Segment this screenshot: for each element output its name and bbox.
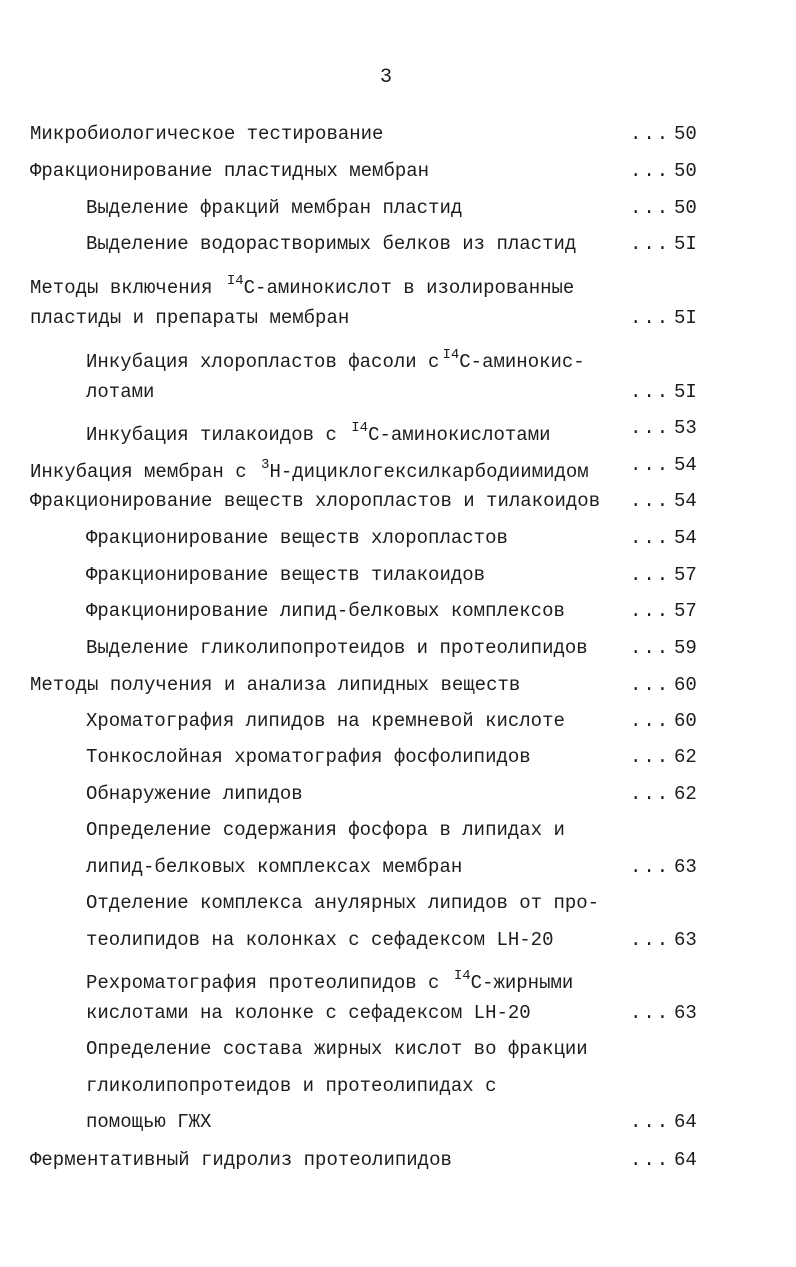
superscript-isotope: I4 [442, 347, 460, 363]
toc-entry [86, 818, 565, 842]
toc-entry [86, 1110, 211, 1134]
toc-leader: ... [630, 856, 671, 878]
toc-entry-title: Фракционирование веществ хлоропластов и тилакоидов [30, 490, 601, 512]
toc-entry [86, 232, 576, 256]
toc-leader: ... [630, 929, 671, 951]
toc-leader: ... [630, 1002, 671, 1024]
toc-entry-title: Обнаружение липидов [86, 783, 303, 805]
toc-entry-title: Отделение комплекса анулярных липидов от про- [86, 892, 600, 914]
toc-page-number: 62 [674, 783, 697, 805]
toc-page-number: 63 [674, 856, 697, 878]
toc-page-number: 63 [674, 929, 697, 951]
toc-entry-title: Инкубация мембран с [30, 461, 259, 483]
toc-entry-title-cont: С-аминокислотами [368, 424, 551, 446]
toc-entry-title: Инкубация хлоропластов фасоли с [86, 351, 440, 373]
toc-entry-title: Методы включения [30, 277, 224, 299]
superscript-isotope: I4 [351, 420, 369, 436]
toc-entry-title: Методы получения и анализа липидных веществ [30, 674, 521, 696]
toc-entry-title: Выделение водорастворимых белков из пластид [86, 233, 577, 255]
toc-page-number: 60 [674, 710, 697, 732]
toc-page-number: 5I [674, 381, 697, 403]
toc-leader: ... [630, 527, 671, 549]
toc-leader: ... [630, 381, 671, 403]
toc-leader: ... [630, 674, 671, 696]
toc-page-number: 60 [674, 674, 697, 696]
toc-entry-title: помощью ГЖХ [86, 1111, 212, 1133]
toc-entry-title: Хроматография липидов на кремневой кислоте [86, 710, 565, 732]
toc-entry [86, 928, 553, 952]
toc-leader: ... [630, 233, 671, 255]
toc-entry [86, 855, 462, 879]
toc-entry-title-cont: С-жирными [470, 972, 574, 994]
toc-page-number: 50 [674, 123, 697, 145]
toc-entry [86, 1001, 531, 1025]
toc-entry-title-cont: С-аминокислот в изолированные [243, 277, 575, 299]
toc-page-number: 54 [674, 454, 697, 476]
toc-entry [86, 636, 588, 660]
toc-page-number: 5I [674, 233, 697, 255]
toc-entry-title: Тонкослойная хроматография фосфолипидов [86, 746, 531, 768]
toc-leader: ... [630, 710, 671, 732]
toc-leader: ... [630, 600, 671, 622]
toc-entry [86, 1037, 588, 1061]
toc-entry [86, 526, 508, 550]
toc-leader: ... [630, 637, 671, 659]
toc-entry-title: Фракционирование веществ тилакоидов [86, 564, 486, 586]
superscript-isotope: 3 [261, 457, 270, 473]
toc-entry [86, 416, 551, 447]
toc-entry-title-cont: С-аминокис- [459, 351, 585, 373]
toc-entry [86, 563, 485, 587]
toc-entry [30, 489, 600, 513]
toc-entry-title: Определение содержания фосфора в липидах и [86, 819, 565, 841]
toc-leader: ... [630, 746, 671, 768]
toc-page-number: 64 [674, 1149, 697, 1171]
toc-page-number: 50 [674, 197, 697, 219]
toc-leader: ... [630, 490, 671, 512]
page-number: 3 [380, 66, 393, 89]
toc-entry [86, 1074, 496, 1098]
toc-entry-title: Выделение фракций мембран пластид [86, 197, 463, 219]
toc-page-number: 59 [674, 637, 697, 659]
toc-entry [86, 343, 585, 374]
toc-leader: ... [630, 1111, 671, 1133]
toc-page-number: 50 [674, 160, 697, 182]
toc-leader: ... [630, 564, 671, 586]
toc-entry-title: теолипидов на колонках с сефадексом LH-20 [86, 929, 554, 951]
toc-entry [86, 782, 303, 806]
toc-page-number: 53 [674, 417, 697, 439]
toc-page-number: 5I [674, 307, 697, 329]
toc-entry-title: Выделение гликолипопротеидов и протеолипидов [86, 637, 588, 659]
toc-entry [30, 1148, 452, 1172]
toc-entry [30, 453, 589, 484]
toc-entry [86, 599, 565, 623]
toc-entry [86, 196, 462, 220]
toc-entry-title: Ферментативный гидролиз протеолипидов [30, 1149, 452, 1171]
toc-entry [30, 673, 520, 697]
toc-entry-title: Рехроматография протеолипидов с [86, 972, 451, 994]
toc-entry [86, 380, 154, 404]
toc-page-number: 64 [674, 1111, 697, 1133]
toc-entry-title: кислотами на колонке с сефадексом LH-20 [86, 1002, 531, 1024]
toc-entry-title: Фракционирование веществ хлоропластов [86, 527, 508, 549]
toc-entry-title-cont: Н-дициклогексилкарбодиимидом [269, 461, 589, 483]
toc-entry-title: гликолипопротеидов и протеолипидах с [86, 1075, 497, 1097]
toc-entry [86, 964, 573, 995]
superscript-isotope: I4 [453, 968, 471, 984]
toc-entry-title: Микробиологическое тестирование [30, 123, 384, 145]
toc-entry [30, 122, 383, 146]
toc-leader: ... [630, 417, 671, 439]
toc-entry-title: лотами [86, 381, 155, 403]
toc-page-number: 57 [674, 600, 697, 622]
superscript-isotope: I4 [226, 273, 244, 289]
toc-leader: ... [630, 783, 671, 805]
toc-leader: ... [630, 197, 671, 219]
toc-leader: ... [630, 123, 671, 145]
toc-entry [30, 159, 429, 183]
toc-entry [86, 709, 565, 733]
toc-leader: ... [630, 160, 671, 182]
toc-entry-title: Фракционирование липид-белковых комплексов [86, 600, 565, 622]
toc-entry [30, 306, 349, 330]
toc-page-number: 54 [674, 490, 697, 512]
toc-page-number: 57 [674, 564, 697, 586]
toc-entry [86, 745, 531, 769]
toc-page-number: 63 [674, 1002, 697, 1024]
toc-entry-title: Фракционирование пластидных мембран [30, 160, 430, 182]
toc-entry [30, 269, 574, 300]
toc-entry-title: пластиды и препараты мембран [30, 307, 350, 329]
toc-page-number: 62 [674, 746, 697, 768]
toc-leader: ... [630, 454, 671, 476]
toc-leader: ... [630, 1149, 671, 1171]
toc-entry-title: Определение состава жирных кислот во фракции [86, 1038, 588, 1060]
toc-leader: ... [630, 307, 671, 329]
toc-entry-title: липид-белковых комплексах мембран [86, 856, 463, 878]
toc-entry [86, 891, 599, 915]
toc-page-number: 54 [674, 527, 697, 549]
toc-entry-title: Инкубация тилакоидов с [86, 424, 349, 446]
